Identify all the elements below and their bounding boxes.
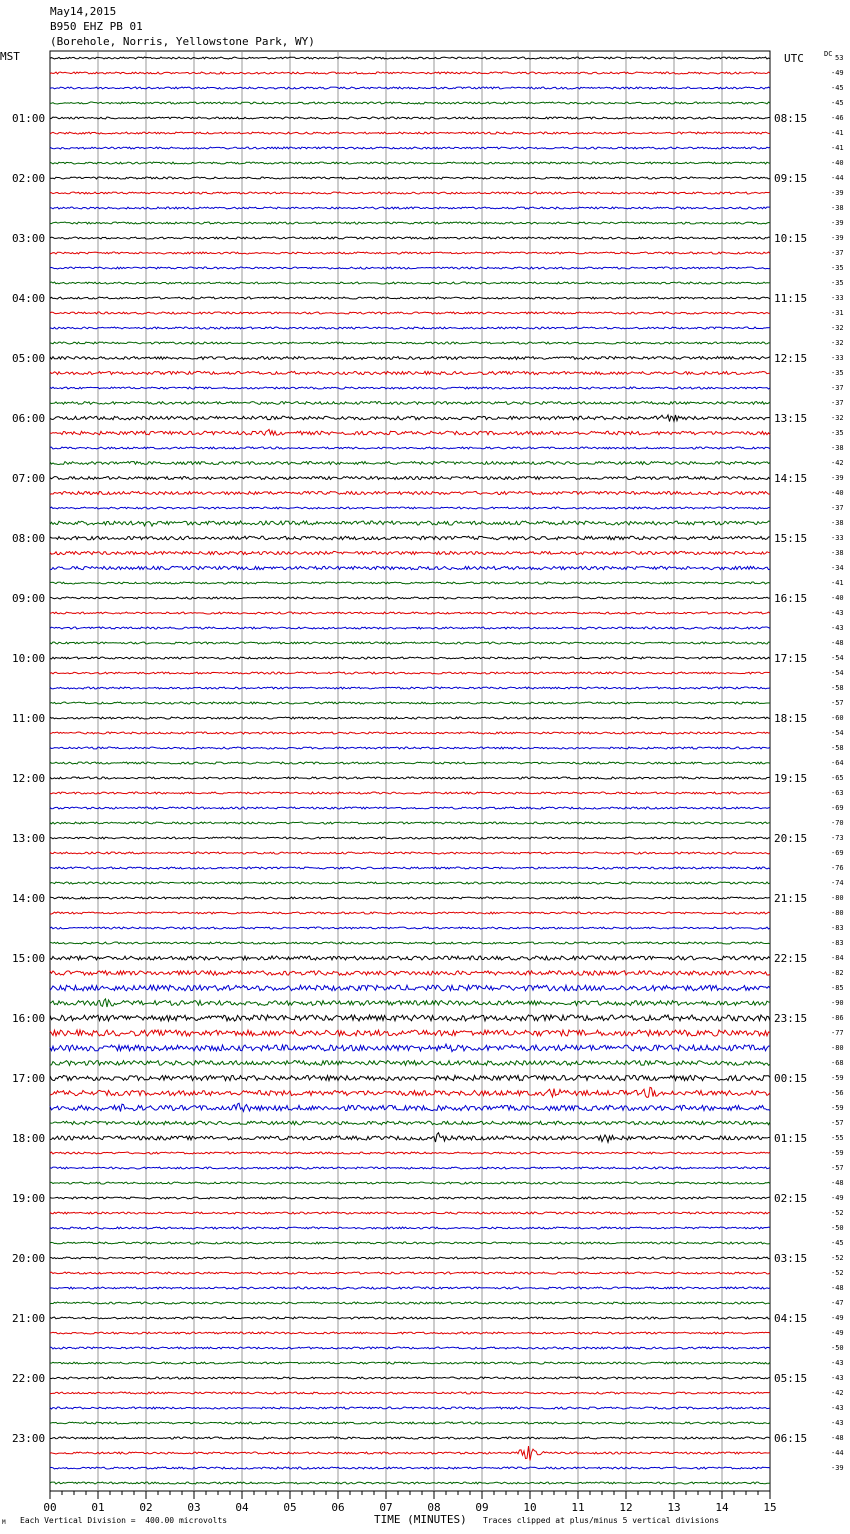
- dc-offset-label: -48: [831, 1179, 844, 1187]
- dc-offset-labels: [831, 54, 844, 1472]
- trace-row-58: [50, 927, 770, 929]
- trace-row-52: [50, 837, 770, 839]
- trace-row-13: [50, 252, 770, 254]
- dc-offset-label: -35: [831, 279, 844, 287]
- dc-offset-label: -74: [831, 879, 844, 887]
- dc-offset-label: -35: [831, 264, 844, 272]
- dc-offset-label: -32: [831, 414, 844, 422]
- dc-offset-label: -43: [831, 1374, 844, 1382]
- trace-row-80: [50, 1257, 770, 1259]
- utc-hour-label: 17:15: [774, 652, 808, 665]
- trace-row-26: [50, 447, 770, 449]
- trace-row-84: [50, 1317, 770, 1319]
- dc-offset-label: -41: [831, 129, 844, 137]
- x-axis-ticks: [43, 1491, 776, 1514]
- trace-row-67: [50, 1061, 770, 1066]
- utc-hour-label: 11:15: [774, 292, 808, 305]
- dc-offset-label: -39: [831, 234, 844, 242]
- dc-offset-label: -43: [831, 624, 844, 632]
- header-date: May14,2015: [50, 5, 117, 18]
- x-tick-label: 02: [139, 1501, 153, 1514]
- dc-offset-label: -58: [831, 744, 844, 752]
- dc-offset-label: -52: [831, 1209, 844, 1217]
- trace-row-86: [50, 1347, 770, 1349]
- x-tick-label: 07: [379, 1501, 393, 1514]
- mst-hour-label: 03:00: [12, 232, 46, 245]
- trace-row-45: [50, 732, 770, 734]
- dc-offset-label: -33: [831, 354, 844, 362]
- utc-hour-label: 16:15: [774, 592, 808, 605]
- trace-row-60: [50, 956, 770, 960]
- trace-row-70: [50, 1103, 770, 1111]
- trace-row-95: [50, 1482, 770, 1484]
- mst-hour-label: 11:00: [12, 712, 46, 725]
- utc-hour-label: 06:15: [774, 1432, 808, 1445]
- trace-row-14: [50, 267, 770, 269]
- utc-hour-label: 09:15: [774, 172, 808, 185]
- trace-row-25: [50, 429, 770, 435]
- trace-row-79: [50, 1242, 770, 1244]
- trace-row-21: [50, 371, 770, 374]
- dc-offset-label: 53: [835, 54, 844, 62]
- dc-offset-label: -44: [831, 1449, 844, 1457]
- dc-offset-label: -48: [831, 1284, 844, 1292]
- dc-offset-label: -40: [831, 594, 844, 602]
- dc-offset-label: -34: [831, 564, 844, 572]
- trace-row-33: [50, 551, 770, 554]
- dc-offset-label: -44: [831, 174, 844, 182]
- dc-label: DC: [824, 50, 833, 58]
- utc-hour-label: 15:15: [774, 532, 808, 545]
- trace-row-88: [50, 1377, 770, 1379]
- trace-row-75: [50, 1182, 770, 1184]
- dc-offset-label: -56: [831, 1089, 844, 1097]
- trace-row-5: [50, 132, 770, 134]
- mst-hour-label: 14:00: [12, 892, 46, 905]
- utc-hour-label: 05:15: [774, 1372, 808, 1385]
- dc-offset-label: -58: [831, 684, 844, 692]
- trace-row-15: [50, 282, 770, 284]
- dc-offset-label: -80: [831, 909, 844, 917]
- dc-offset-label: -80: [831, 1044, 844, 1052]
- dc-offset-label: -48: [831, 1434, 844, 1442]
- dc-offset-label: -83: [831, 939, 844, 947]
- x-tick-label: 09: [475, 1501, 489, 1514]
- trace-row-41: [50, 672, 770, 674]
- trace-row-87: [50, 1362, 770, 1364]
- mst-hour-label: 23:00: [12, 1432, 46, 1445]
- dc-offset-label: -39: [831, 1464, 844, 1472]
- x-axis-title: TIME (MINUTES): [374, 1513, 467, 1526]
- dc-offset-label: -50: [831, 1224, 844, 1232]
- utc-hour-label: 12:15: [774, 352, 808, 365]
- trace-row-38: [50, 627, 770, 629]
- utc-hour-label: 01:15: [774, 1132, 808, 1145]
- footer-corner-mark: M: [2, 1519, 6, 1526]
- trace-row-93: [50, 1446, 770, 1461]
- dc-offset-label: -37: [831, 504, 844, 512]
- footer-clip-note: Traces clipped at plus/minus 5 vertical divisions: [483, 1516, 720, 1525]
- trace-row-44: [50, 717, 770, 719]
- dc-offset-label: -42: [831, 1389, 844, 1397]
- trace-row-72: [50, 1133, 770, 1143]
- trace-row-8: [50, 177, 770, 179]
- dc-offset-label: -57: [831, 1119, 844, 1127]
- dc-offset-label: -49: [831, 1329, 844, 1337]
- trace-row-66: [50, 1044, 770, 1051]
- dc-offset-label: -35: [831, 369, 844, 377]
- trace-row-19: [50, 342, 770, 344]
- trace-row-22: [50, 387, 770, 389]
- dc-offset-label: -37: [831, 399, 844, 407]
- dc-offset-label: -32: [831, 339, 844, 347]
- trace-row-42: [50, 687, 770, 689]
- dc-offset-label: -82: [831, 969, 844, 977]
- dc-offset-label: -37: [831, 384, 844, 392]
- mst-hour-label: 16:00: [12, 1012, 46, 1025]
- dc-offset-label: -60: [831, 714, 844, 722]
- x-tick-label: 12: [619, 1501, 633, 1514]
- trace-row-29: [50, 491, 770, 494]
- dc-offset-label: -46: [831, 114, 844, 122]
- mst-hour-label: 09:00: [12, 592, 46, 605]
- dc-offset-label: -59: [831, 1104, 844, 1112]
- trace-row-89: [50, 1392, 770, 1394]
- dc-offset-label: -45: [831, 84, 844, 92]
- trace-row-50: [50, 807, 770, 809]
- utc-hour-label: 19:15: [774, 772, 808, 785]
- x-tick-label: 05: [283, 1501, 297, 1514]
- utc-hour-label: 08:15: [774, 112, 808, 125]
- dc-offset-label: -54: [831, 654, 844, 662]
- trace-group: [50, 57, 770, 1484]
- dc-offset-label: -31: [831, 309, 844, 317]
- mst-hour-label: 07:00: [12, 472, 46, 485]
- dc-offset-label: -77: [831, 1029, 844, 1037]
- trace-row-35: [50, 582, 770, 584]
- x-tick-label: 15: [763, 1501, 777, 1514]
- header-station: B950 EHZ PB 01: [50, 20, 143, 33]
- dc-offset-label: -86: [831, 1014, 844, 1022]
- dc-offset-label: -50: [831, 1344, 844, 1352]
- trace-row-47: [50, 762, 770, 764]
- trace-row-31: [50, 521, 770, 526]
- dc-offset-label: -65: [831, 774, 844, 782]
- trace-row-17: [50, 312, 770, 314]
- trace-row-28: [50, 477, 770, 480]
- trace-row-37: [50, 612, 770, 614]
- trace-row-73: [50, 1152, 770, 1154]
- dc-offset-label: -59: [831, 1074, 844, 1082]
- utc-hour-label: 02:15: [774, 1192, 808, 1205]
- dc-offset-label: -47: [831, 1299, 844, 1307]
- mst-hour-labels: [12, 112, 45, 1445]
- trace-row-23: [50, 402, 770, 405]
- dc-offset-label: -33: [831, 294, 844, 302]
- utc-hour-label: UTC: [784, 52, 804, 65]
- trace-row-10: [50, 207, 770, 209]
- trace-row-69: [50, 1087, 770, 1097]
- dc-offset-label: -41: [831, 144, 844, 152]
- utc-hour-label: 14:15: [774, 472, 808, 485]
- trace-row-82: [50, 1287, 770, 1289]
- trace-row-83: [50, 1302, 770, 1304]
- dc-offset-label: -69: [831, 804, 844, 812]
- dc-offset-label: -38: [831, 549, 844, 557]
- trace-row-27: [50, 462, 770, 465]
- dc-offset-label: -90: [831, 999, 844, 1007]
- utc-hour-labels: [774, 52, 807, 1445]
- dc-offset-label: -43: [831, 1404, 844, 1412]
- trace-row-49: [50, 792, 770, 794]
- trace-row-78: [50, 1227, 770, 1229]
- trace-row-9: [50, 192, 770, 194]
- utc-hour-label: 20:15: [774, 832, 808, 845]
- trace-row-64: [50, 1015, 770, 1021]
- utc-hour-label: 21:15: [774, 892, 808, 905]
- trace-row-34: [50, 566, 770, 569]
- trace-row-81: [50, 1272, 770, 1274]
- trace-row-68: [50, 1075, 770, 1080]
- dc-offset-label: -57: [831, 1164, 844, 1172]
- dc-offset-label: -63: [831, 789, 844, 797]
- dc-offset-label: -85: [831, 984, 844, 992]
- mst-hour-label: 17:00: [12, 1072, 46, 1085]
- trace-row-7: [50, 162, 770, 164]
- trace-row-63: [50, 999, 770, 1007]
- dc-offset-label: -38: [831, 519, 844, 527]
- left-axis-label: MST: [0, 50, 20, 63]
- trace-row-46: [50, 747, 770, 749]
- dc-offset-label: -49: [831, 1194, 844, 1202]
- utc-hour-label: 18:15: [774, 712, 808, 725]
- dc-offset-label: -33: [831, 534, 844, 542]
- dc-offset-label: -42: [831, 459, 844, 467]
- mst-hour-label: 22:00: [12, 1372, 46, 1385]
- dc-offset-label: -49: [831, 1314, 844, 1322]
- trace-row-32: [50, 536, 770, 540]
- mst-hour-label: 06:00: [12, 412, 46, 425]
- trace-row-43: [50, 702, 770, 704]
- dc-offset-label: -45: [831, 1239, 844, 1247]
- trace-row-40: [50, 657, 770, 659]
- x-tick-label: 00: [43, 1501, 57, 1514]
- utc-hour-label: 00:15: [774, 1072, 808, 1085]
- utc-hour-label: 04:15: [774, 1312, 808, 1325]
- dc-offset-label: -45: [831, 99, 844, 107]
- dc-offset-label: -38: [831, 444, 844, 452]
- dc-offset-label: -57: [831, 699, 844, 707]
- trace-row-16: [50, 297, 770, 299]
- mst-hour-label: 10:00: [12, 652, 46, 665]
- utc-hour-label: 10:15: [774, 232, 808, 245]
- trace-row-3: [50, 102, 770, 104]
- x-tick-label: 10: [523, 1501, 537, 1514]
- trace-row-6: [50, 147, 770, 149]
- dc-offset-label: -37: [831, 249, 844, 257]
- dc-offset-label: -52: [831, 1269, 844, 1277]
- dc-offset-label: -39: [831, 219, 844, 227]
- trace-row-1: [50, 72, 770, 74]
- utc-hour-label: 22:15: [774, 952, 808, 965]
- trace-row-71: [50, 1121, 770, 1125]
- trace-row-65: [50, 1030, 770, 1036]
- dc-offset-label: -80: [831, 894, 844, 902]
- utc-hour-label: 03:15: [774, 1252, 808, 1265]
- dc-offset-label: -38: [831, 204, 844, 212]
- dc-offset-label: -43: [831, 1419, 844, 1427]
- trace-row-77: [50, 1212, 770, 1214]
- dc-offset-label: -54: [831, 729, 844, 737]
- mst-hour-label: 18:00: [12, 1132, 46, 1145]
- dc-offset-label: -69: [831, 849, 844, 857]
- utc-hour-label: 13:15: [774, 412, 808, 425]
- mst-hour-label: 20:00: [12, 1252, 46, 1265]
- dc-offset-label: -55: [831, 1134, 844, 1142]
- trace-row-91: [50, 1422, 770, 1424]
- dc-offset-label: -68: [831, 1059, 844, 1067]
- trace-row-61: [50, 971, 770, 975]
- dc-offset-label: -41: [831, 579, 844, 587]
- trace-row-59: [50, 942, 770, 944]
- trace-row-94: [50, 1467, 770, 1469]
- dc-offset-label: -84: [831, 954, 844, 962]
- trace-row-76: [50, 1197, 770, 1199]
- trace-row-51: [50, 822, 770, 824]
- dc-offset-label: -43: [831, 1359, 844, 1367]
- x-tick-label: 11: [571, 1501, 585, 1514]
- trace-row-62: [50, 985, 770, 991]
- dc-offset-label: -49: [831, 69, 844, 77]
- mst-hour-label: 19:00: [12, 1192, 46, 1205]
- trace-row-74: [50, 1167, 770, 1169]
- trace-row-36: [50, 597, 770, 599]
- dc-offset-label: -73: [831, 834, 844, 842]
- trace-row-30: [50, 507, 770, 509]
- trace-row-18: [50, 327, 770, 329]
- dc-offset-label: -40: [831, 489, 844, 497]
- footer-scale-note: Each Vertical Division = 400.00 microvolts: [20, 1516, 228, 1525]
- mst-hour-label: 05:00: [12, 352, 46, 365]
- dc-offset-label: -39: [831, 189, 844, 197]
- dc-offset-label: -40: [831, 159, 844, 167]
- x-tick-label: 06: [331, 1501, 345, 1514]
- trace-row-85: [50, 1332, 770, 1334]
- mst-hour-label: 04:00: [12, 292, 46, 305]
- mst-hour-label: 02:00: [12, 172, 46, 185]
- mst-hour-label: 08:00: [12, 532, 46, 545]
- dc-offset-label: -70: [831, 819, 844, 827]
- trace-row-90: [50, 1407, 770, 1409]
- x-tick-label: 03: [187, 1501, 201, 1514]
- trace-row-53: [50, 852, 770, 854]
- trace-row-24: [50, 415, 770, 422]
- header-location: (Borehole, Norris, Yellowstone Park, WY): [50, 35, 315, 48]
- dc-offset-label: -76: [831, 864, 844, 872]
- trace-row-56: [50, 897, 770, 899]
- dc-offset-label: -39: [831, 474, 844, 482]
- dc-offset-label: -54: [831, 669, 844, 677]
- trace-row-92: [50, 1437, 770, 1439]
- trace-row-0: [50, 57, 770, 59]
- trace-row-48: [50, 777, 770, 779]
- dc-offset-label: -83: [831, 924, 844, 932]
- x-tick-label: 14: [715, 1501, 729, 1514]
- dc-offset-label: -43: [831, 609, 844, 617]
- mst-hour-label: 13:00: [12, 832, 46, 845]
- trace-row-20: [50, 357, 770, 360]
- mst-hour-label: 12:00: [12, 772, 46, 785]
- x-tick-label: 08: [427, 1501, 441, 1514]
- dc-offset-label: -35: [831, 429, 844, 437]
- dc-offset-label: -52: [831, 1254, 844, 1262]
- trace-row-55: [50, 882, 770, 884]
- trace-row-39: [50, 642, 770, 644]
- trace-row-57: [50, 912, 770, 914]
- trace-row-11: [50, 222, 770, 224]
- x-tick-label: 01: [91, 1501, 105, 1514]
- trace-row-54: [50, 867, 770, 869]
- utc-hour-label: 23:15: [774, 1012, 808, 1025]
- mst-hour-label: 21:00: [12, 1312, 46, 1325]
- mst-hour-label: 01:00: [12, 112, 46, 125]
- dc-offset-label: -64: [831, 759, 844, 767]
- x-tick-label: 04: [235, 1501, 249, 1514]
- dc-offset-label: -59: [831, 1149, 844, 1157]
- trace-row-2: [50, 87, 770, 89]
- dc-offset-label: -48: [831, 639, 844, 647]
- x-tick-label: 13: [667, 1501, 681, 1514]
- mst-hour-label: 15:00: [12, 952, 46, 965]
- trace-row-12: [50, 237, 770, 239]
- trace-row-4: [50, 117, 770, 119]
- dc-offset-label: -32: [831, 324, 844, 332]
